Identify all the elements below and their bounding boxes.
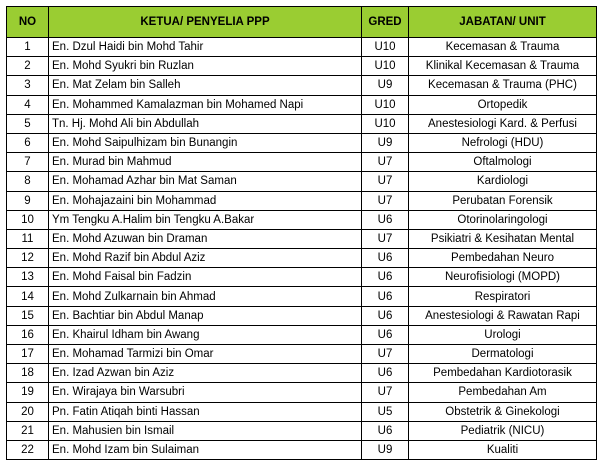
cell-no: 8 — [7, 172, 49, 191]
cell-unit: Kecemasan & Trauma — [409, 38, 597, 57]
cell-grade: U6 — [362, 268, 409, 287]
cell-name: En. Mohamad Azhar bin Mat Saman — [49, 172, 362, 191]
cell-name: En. Murad bin Mahmud — [49, 153, 362, 172]
cell-grade: U6 — [362, 421, 409, 440]
cell-unit: Respiratori — [409, 287, 597, 306]
cell-name: En. Mohd Azuwan bin Draman — [49, 229, 362, 248]
cell-grade: U7 — [362, 191, 409, 210]
cell-no: 13 — [7, 268, 49, 287]
cell-no: 17 — [7, 345, 49, 364]
table-body — [7, 38, 597, 460]
cell-grade: U6 — [362, 210, 409, 229]
cell-grade: U6 — [362, 325, 409, 344]
table-row — [7, 440, 597, 459]
cell-grade: U10 — [362, 57, 409, 76]
cell-name: En. Mohamad Tarmizi bin Omar — [49, 345, 362, 364]
cell-no: 19 — [7, 383, 49, 402]
table-row — [7, 229, 597, 248]
cell-no: 1 — [7, 38, 49, 57]
cell-unit: Neurofisiologi (MOPD) — [409, 268, 597, 287]
cell-grade: U7 — [362, 153, 409, 172]
cell-grade: U6 — [362, 287, 409, 306]
cell-no: 20 — [7, 402, 49, 421]
header-no: NO — [7, 7, 49, 38]
cell-grade: U6 — [362, 364, 409, 383]
cell-no: 11 — [7, 229, 49, 248]
cell-name: En. Mohammed Kamalazman bin Mohamed Napi — [49, 95, 362, 114]
cell-name: Ym Tengku A.Halim bin Tengku A.Bakar — [49, 210, 362, 229]
ppp-supervisor-table — [6, 6, 597, 460]
table-row — [7, 268, 597, 287]
cell-unit: Anestesiologi Kard. & Perfusi — [409, 114, 597, 133]
table-header-row — [7, 7, 597, 38]
cell-grade: U7 — [362, 229, 409, 248]
cell-no: 3 — [7, 76, 49, 95]
table-row — [7, 172, 597, 191]
cell-grade: U9 — [362, 440, 409, 459]
cell-unit: Pediatrik (NICU) — [409, 421, 597, 440]
cell-grade: U6 — [362, 306, 409, 325]
cell-name: En. Mat Zelam bin Salleh — [49, 76, 362, 95]
cell-unit: Psikiatri & Kesihatan Mental — [409, 229, 597, 248]
table-row — [7, 325, 597, 344]
cell-no: 6 — [7, 133, 49, 152]
table-row — [7, 383, 597, 402]
cell-no: 12 — [7, 249, 49, 268]
cell-grade: U7 — [362, 383, 409, 402]
cell-name: Tn. Hj. Mohd Ali bin Abdullah — [49, 114, 362, 133]
cell-no: 10 — [7, 210, 49, 229]
table-row — [7, 345, 597, 364]
cell-unit: Urologi — [409, 325, 597, 344]
cell-no: 2 — [7, 57, 49, 76]
cell-unit: Anestesiologi & Rawatan Rapi — [409, 306, 597, 325]
cell-grade: U5 — [362, 402, 409, 421]
cell-name: En. Mohd Saipulhizam bin Bunangin — [49, 133, 362, 152]
cell-grade: U10 — [362, 38, 409, 57]
cell-grade: U7 — [362, 345, 409, 364]
table-row — [7, 153, 597, 172]
cell-unit: Kualiti — [409, 440, 597, 459]
table-row — [7, 95, 597, 114]
cell-name: En. Mohd Syukri bin Ruzlan — [49, 57, 362, 76]
cell-grade: U7 — [362, 172, 409, 191]
cell-unit: Dermatologi — [409, 345, 597, 364]
table-row — [7, 249, 597, 268]
cell-no: 18 — [7, 364, 49, 383]
cell-name: En. Mohd Faisal bin Fadzin — [49, 268, 362, 287]
cut-off-title-decoration — [0, 0, 600, 3]
cell-name: En. Mohd Izam bin Sulaiman — [49, 440, 362, 459]
table-row — [7, 306, 597, 325]
table-row — [7, 421, 597, 440]
cell-no: 22 — [7, 440, 49, 459]
cell-name: En. Mahusien bin Ismail — [49, 421, 362, 440]
cell-name: En. Bachtiar bin Abdul Manap — [49, 306, 362, 325]
cell-no: 9 — [7, 191, 49, 210]
cell-name: En. Wirajaya bin Warsubri — [49, 383, 362, 402]
cell-unit: Kardiologi — [409, 172, 597, 191]
cell-unit: Obstetrik & Ginekologi — [409, 402, 597, 421]
cell-grade: U10 — [362, 95, 409, 114]
cell-unit: Oftalmologi — [409, 153, 597, 172]
table-row — [7, 402, 597, 421]
cell-no: 7 — [7, 153, 49, 172]
table-row — [7, 38, 597, 57]
table-row — [7, 191, 597, 210]
cell-no: 4 — [7, 95, 49, 114]
header-unit: JABATAN/ UNIT — [409, 7, 597, 38]
cell-name: En. Izad Azwan bin Aziz — [49, 364, 362, 383]
cell-name: En. Mohd Razif bin Abdul Aziz — [49, 249, 362, 268]
cell-no: 14 — [7, 287, 49, 306]
table-row — [7, 57, 597, 76]
cell-unit: Pembedahan Kardiotorasik — [409, 364, 597, 383]
cell-unit: Klinikal Kecemasan & Trauma — [409, 57, 597, 76]
cell-name: Pn. Fatin Atiqah binti Hassan — [49, 402, 362, 421]
cell-unit: Kecemasan & Trauma (PHC) — [409, 76, 597, 95]
table-row — [7, 133, 597, 152]
cell-grade: U6 — [362, 249, 409, 268]
cell-name: En. Mohd Zulkarnain bin Ahmad — [49, 287, 362, 306]
cell-grade: U10 — [362, 114, 409, 133]
cell-unit: Perubatan Forensik — [409, 191, 597, 210]
table-row — [7, 210, 597, 229]
cell-grade: U9 — [362, 133, 409, 152]
table-row — [7, 364, 597, 383]
cell-name: En. Khairul Idham bin Awang — [49, 325, 362, 344]
cell-unit: Pembedahan Neuro — [409, 249, 597, 268]
cell-no: 15 — [7, 306, 49, 325]
table-row — [7, 287, 597, 306]
table-row — [7, 114, 597, 133]
cell-name: En. Dzul Haidi bin Mohd Tahir — [49, 38, 362, 57]
cell-unit: Nefrologi (HDU) — [409, 133, 597, 152]
table-row — [7, 76, 597, 95]
cell-unit: Ortopedik — [409, 95, 597, 114]
header-grade: GRED — [362, 7, 409, 38]
cell-no: 16 — [7, 325, 49, 344]
cell-name: En. Mohajazaini bin Mohammad — [49, 191, 362, 210]
cell-unit: Pembedahan Am — [409, 383, 597, 402]
cell-unit: Otorinolaringologi — [409, 210, 597, 229]
cell-grade: U9 — [362, 76, 409, 95]
cell-no: 21 — [7, 421, 49, 440]
header-name: KETUA/ PENYELIA PPP — [49, 7, 362, 38]
cell-no: 5 — [7, 114, 49, 133]
